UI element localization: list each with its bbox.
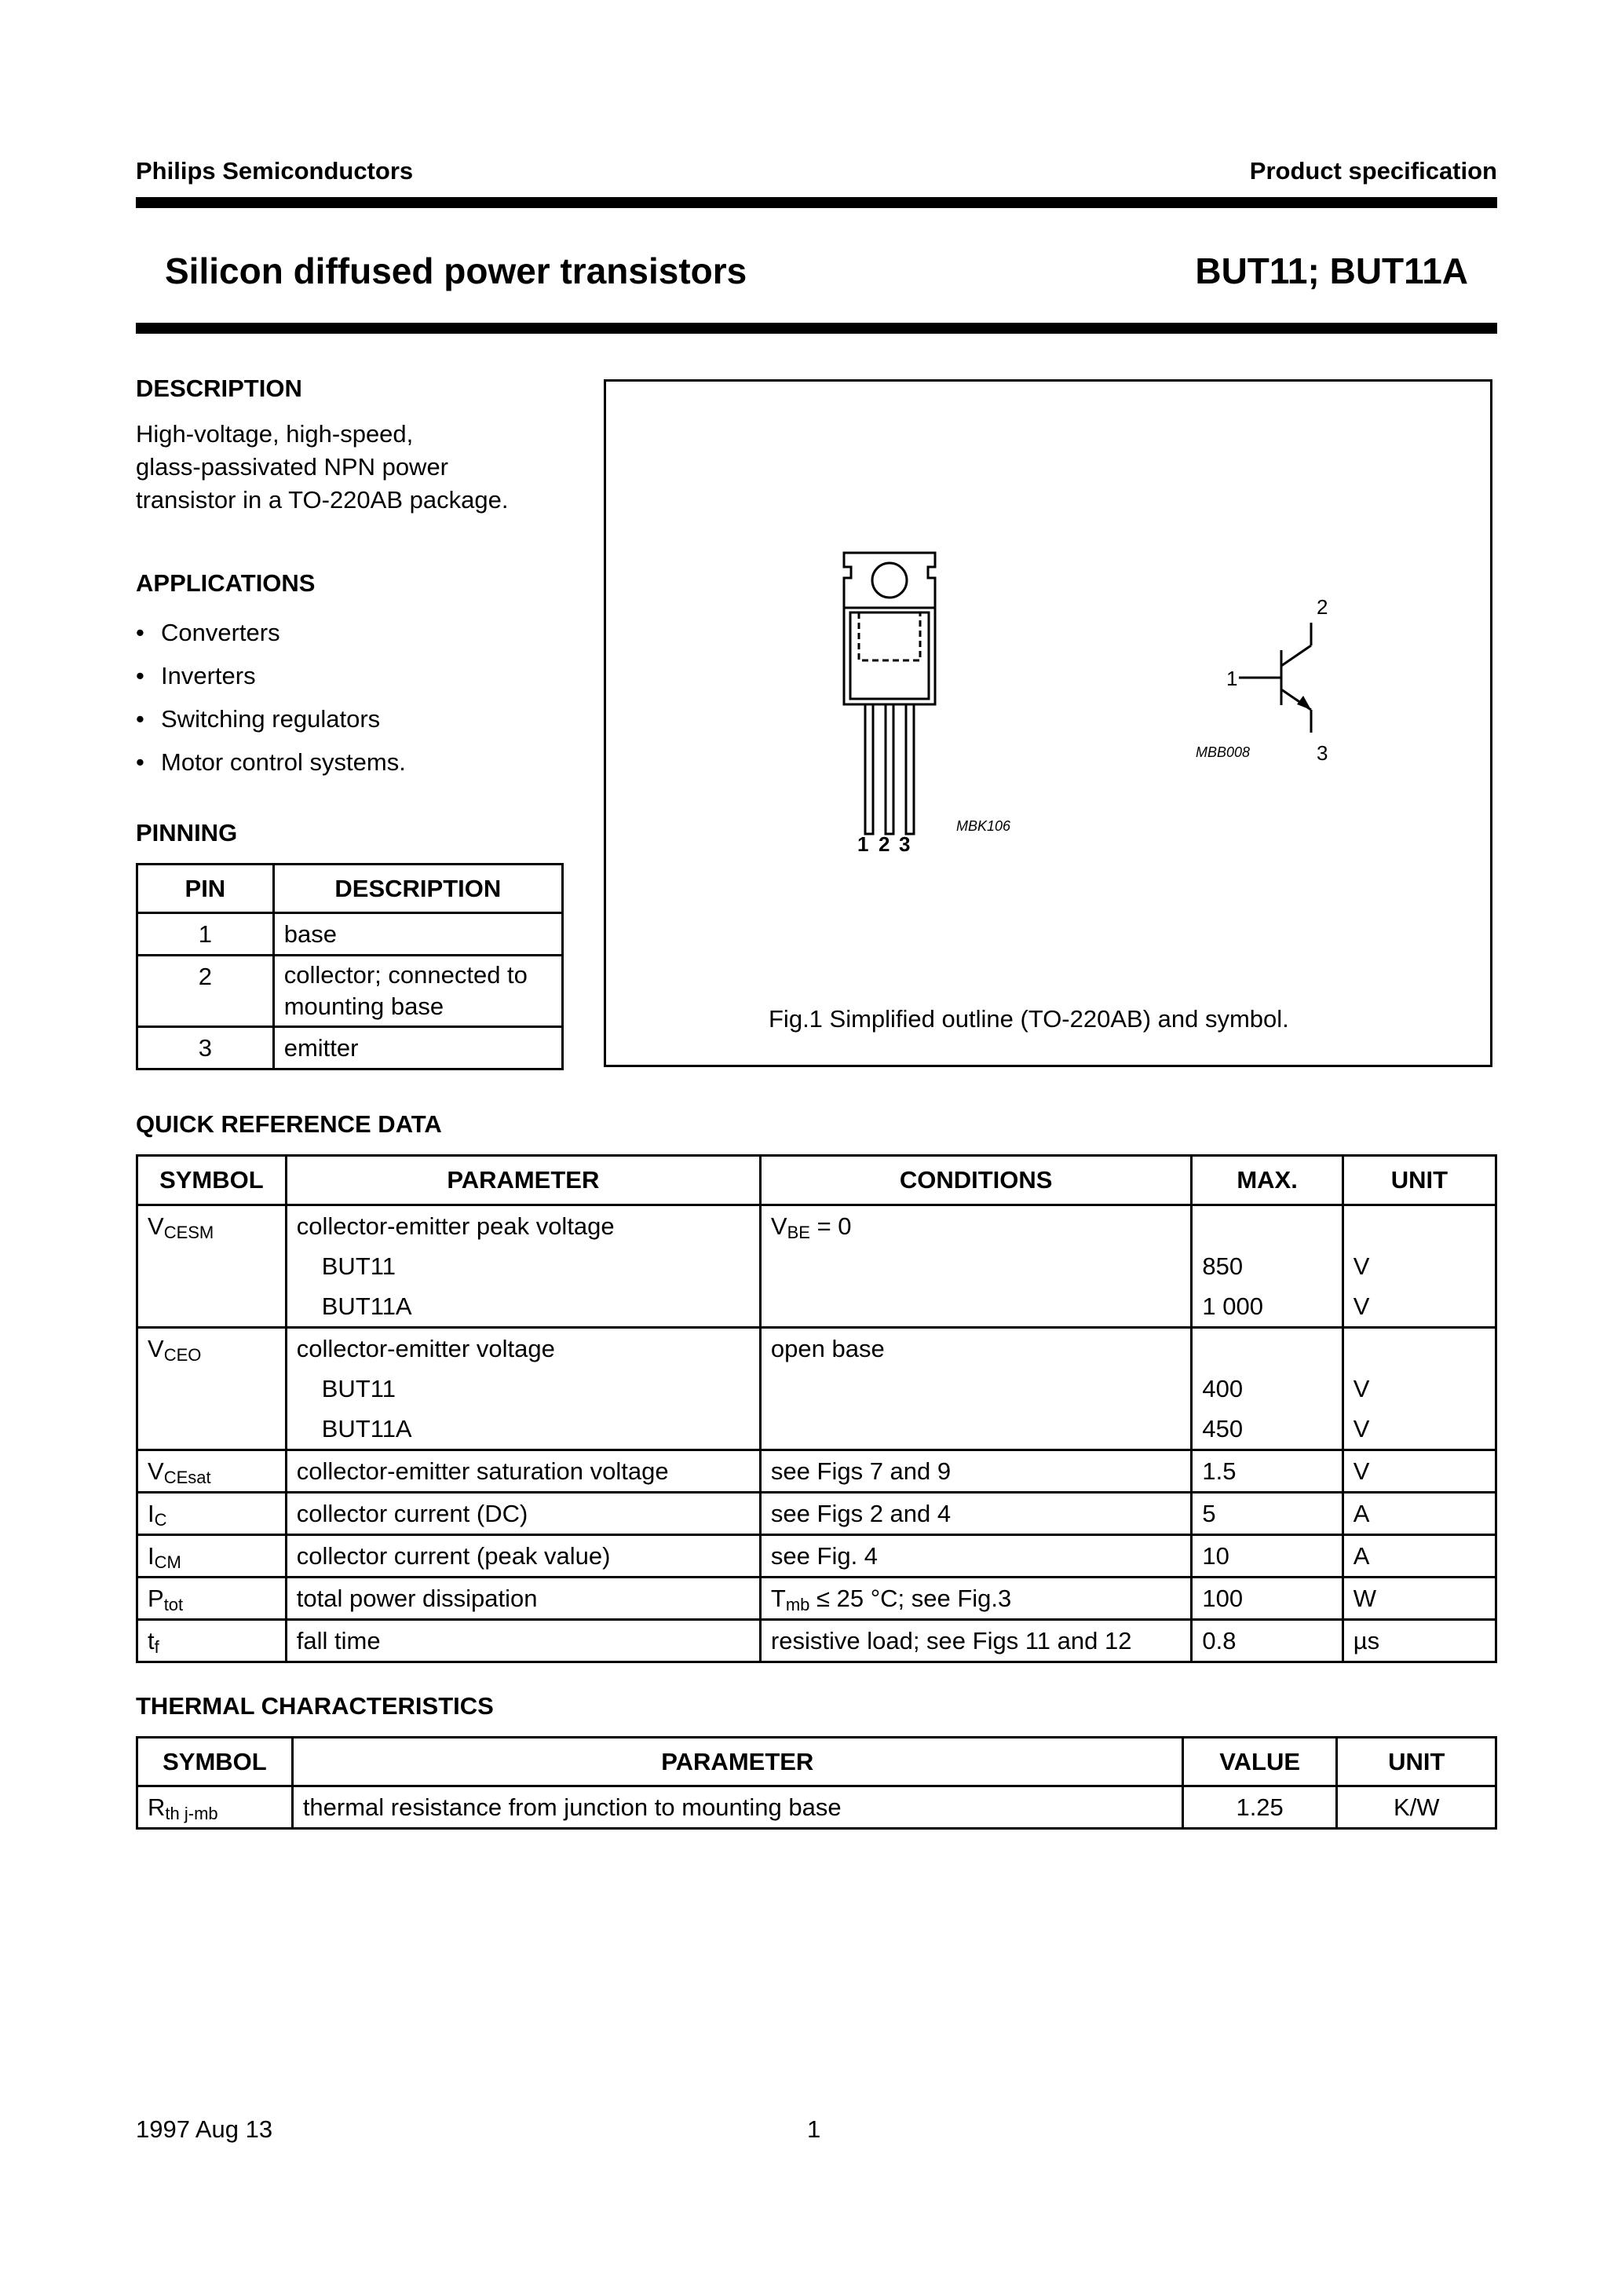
unit: µs (1353, 1627, 1380, 1654)
condition (771, 1578, 1182, 1618)
column-header: PIN (137, 865, 274, 913)
package-pin-label: 2 (879, 832, 890, 856)
unit: A (1353, 1500, 1370, 1527)
parameter: collector current (DC) (296, 1500, 528, 1527)
symbol-subscript: CEO (163, 1345, 202, 1365)
unit (1353, 1206, 1485, 1246)
description-line: glass-passivated NPN power (136, 453, 449, 481)
pin-number: 2 (198, 963, 212, 990)
condition-main: see Fig. 4 (770, 1542, 879, 1570)
symbol-main: t (148, 1627, 155, 1654)
pin-description: base (283, 920, 337, 948)
table-row (137, 1620, 1496, 1662)
condition-main: resistive load; see Figs 11 and 12 (770, 1627, 1132, 1654)
unit: V (1353, 1292, 1370, 1320)
parameter: BUT11 (321, 1252, 396, 1280)
symbol-main: V (148, 1212, 164, 1240)
table-row (137, 1205, 1496, 1328)
condition-rest: = 0 (809, 1212, 852, 1240)
max-value: 1.5 (1202, 1457, 1237, 1485)
symbol-subscript: C (154, 1510, 167, 1530)
page-number: 1 (807, 2115, 821, 2143)
unit: A (1353, 1542, 1370, 1570)
list-item: • Switching regulators (136, 703, 406, 746)
document-type: Product specification (1249, 157, 1497, 185)
column-header: SYMBOL (137, 1738, 293, 1786)
max-value: 850 (1202, 1252, 1244, 1280)
parameter: total power dissipation (296, 1585, 538, 1612)
list-item: • Converters (136, 616, 406, 660)
column-header: DESCRIPTION (273, 865, 562, 913)
parameter: BUT11 (321, 1375, 396, 1402)
header-rule (136, 197, 1497, 208)
description-heading: DESCRIPTION (136, 375, 302, 402)
symbol-subscript: CM (154, 1552, 181, 1572)
description-line: transistor in a TO-220AB package. (136, 486, 509, 514)
figure-caption: Fig.1 Simplified outline (TO-220AB) and symbol. (769, 1005, 1289, 1033)
table-row (137, 1578, 1496, 1620)
pinning-heading: PINNING (136, 819, 238, 846)
pin-description: emitter (283, 1034, 359, 1062)
condition (771, 1409, 1182, 1449)
value: 1.25 (1236, 1793, 1284, 1821)
quick-reference-heading: QUICK REFERENCE DATA (136, 1110, 442, 1138)
condition (771, 1206, 1182, 1246)
column-header: UNIT (1337, 1738, 1496, 1786)
table-row (137, 1328, 1496, 1450)
unit: V (1353, 1375, 1370, 1402)
package-drawing-code: MBK106 (956, 818, 1011, 834)
table-row (137, 956, 563, 1027)
package-pin-label: 3 (899, 832, 911, 856)
parameter: collector-emitter voltage (296, 1335, 555, 1362)
symbol-main: R (148, 1793, 166, 1821)
symbol-main: P (148, 1585, 164, 1612)
parameter: collector-emitter peak voltage (296, 1212, 615, 1240)
applications-list (136, 616, 406, 789)
condition-main: see Figs 7 and 9 (770, 1457, 952, 1485)
max-value: 10 (1202, 1542, 1229, 1570)
column-header: VALUE (1182, 1738, 1337, 1786)
max-value: 1 000 (1202, 1292, 1263, 1320)
title-rule (136, 323, 1497, 334)
condition-main: V (770, 1212, 787, 1240)
parameter: collector current (peak value) (296, 1542, 611, 1570)
condition (771, 1621, 1182, 1661)
pin-number: 1 (198, 920, 212, 948)
column-header: PARAMETER (292, 1738, 1182, 1786)
table-row (137, 1786, 1496, 1829)
condition (771, 1369, 1182, 1409)
thermal-table (136, 1736, 1497, 1830)
applications-heading: APPLICATIONS (136, 569, 316, 597)
unit (1353, 1329, 1485, 1369)
unit: V (1353, 1415, 1370, 1442)
description-line: High-voltage, high-speed, (136, 420, 414, 448)
figure-box (604, 379, 1492, 1067)
condition (771, 1286, 1182, 1326)
max-value: 450 (1202, 1415, 1244, 1442)
symbol-main: V (148, 1457, 164, 1485)
max-value: 5 (1202, 1500, 1216, 1527)
pin-number: 3 (198, 1034, 212, 1062)
max-value: 400 (1202, 1375, 1244, 1402)
table-row (137, 1450, 1496, 1493)
pin-description: collector; connected to (283, 961, 528, 989)
table-row (137, 1535, 1496, 1578)
condition-subscript: BE (787, 1223, 810, 1242)
unit: W (1353, 1585, 1376, 1612)
package-pin-label: 1 (857, 832, 869, 856)
thermal-heading: THERMAL CHARACTERISTICS (136, 1692, 494, 1720)
condition (771, 1536, 1182, 1576)
column-header: SYMBOL (137, 1156, 287, 1205)
condition (771, 1329, 1182, 1369)
symbol-subscript: CESM (163, 1223, 214, 1242)
pin-description: mounting base (283, 993, 444, 1020)
max-value: 0.8 (1202, 1627, 1237, 1654)
unit: V (1353, 1252, 1370, 1280)
symbol-emitter-label: 3 (1317, 741, 1328, 765)
symbol-subscript: tot (163, 1595, 184, 1614)
symbol-main: I (148, 1500, 155, 1527)
pinning-table (136, 863, 564, 1070)
document-title: Silicon diffused power transistors (165, 250, 747, 291)
npn-transistor-symbol (606, 382, 1490, 1065)
part-number: BUT11; BUT11A (1195, 250, 1468, 291)
max-value: 100 (1202, 1585, 1244, 1612)
symbol-subscript: th j-mb (165, 1804, 218, 1823)
symbol-subscript: CEsat (163, 1468, 211, 1487)
condition (771, 1246, 1182, 1286)
symbol-main: V (148, 1335, 164, 1362)
column-header: UNIT (1343, 1156, 1496, 1205)
unit: V (1353, 1457, 1370, 1485)
max-value (1202, 1206, 1332, 1246)
symbol-drawing-code: MBB008 (1196, 744, 1251, 760)
quick-reference-table (136, 1154, 1497, 1663)
symbol-base-label: 1 (1226, 667, 1238, 690)
condition-main: T (770, 1585, 786, 1612)
description-text (136, 418, 508, 517)
company-name: Philips Semiconductors (136, 157, 414, 185)
table-row (137, 913, 563, 956)
parameter: BUT11A (321, 1415, 412, 1442)
list-item: • Inverters (136, 660, 406, 703)
condition-main: see Figs 2 and 4 (770, 1500, 952, 1527)
parameter: fall time (296, 1627, 381, 1654)
table-row (137, 1027, 563, 1069)
condition-main: open base (770, 1335, 885, 1362)
symbol-subscript: f (154, 1637, 159, 1657)
column-header: CONDITIONS (760, 1156, 1192, 1205)
max-value (1202, 1329, 1332, 1369)
condition (771, 1493, 1182, 1534)
condition-rest: ≤ 25 °C; see Fig.3 (809, 1585, 1012, 1612)
condition-subscript: mb (785, 1595, 810, 1614)
footer-date: 1997 Aug 13 (136, 2115, 273, 2143)
symbol-collector-label: 2 (1317, 595, 1328, 619)
parameter: thermal resistance from junction to mounting base (302, 1793, 842, 1821)
column-header: PARAMETER (286, 1156, 760, 1205)
list-item: • Motor control systems. (136, 746, 406, 789)
symbol-main: I (148, 1542, 155, 1570)
column-header: MAX. (1192, 1156, 1343, 1205)
table-row (137, 1493, 1496, 1535)
unit: K/W (1393, 1793, 1440, 1821)
condition (771, 1451, 1182, 1491)
parameter: collector-emitter saturation voltage (296, 1457, 669, 1485)
parameter: BUT11A (321, 1292, 412, 1320)
